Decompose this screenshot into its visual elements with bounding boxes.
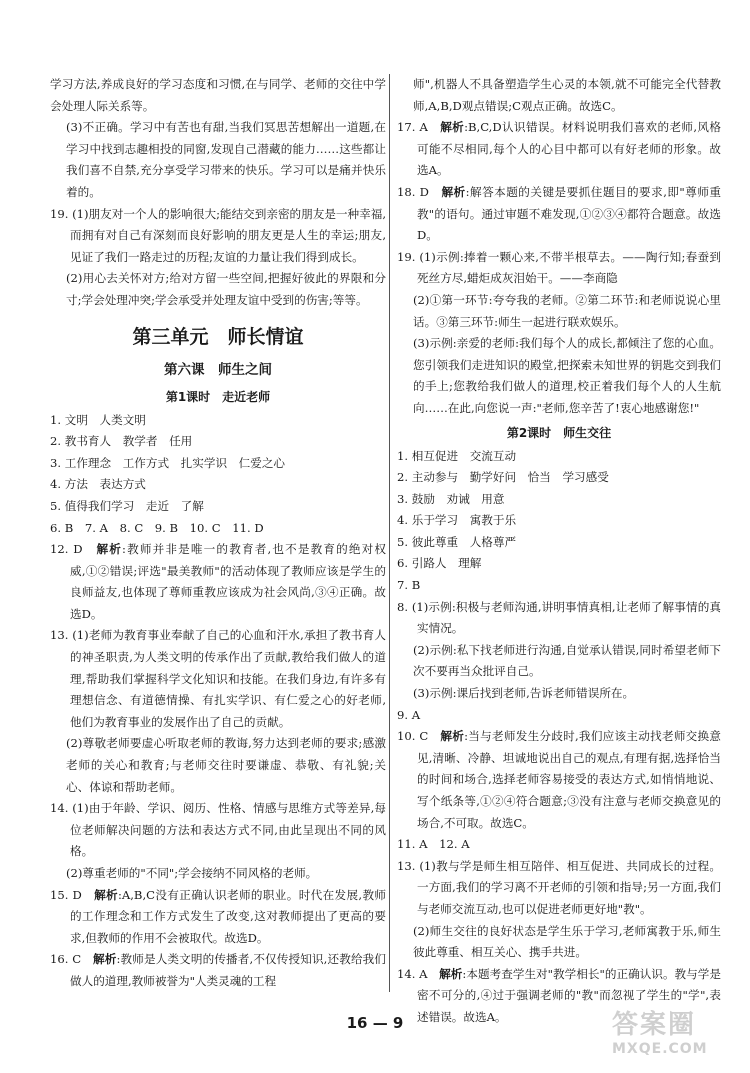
analysis-label: 解析 [94,887,118,902]
answer-item: 3. 鼓励 劝诫 用意 [397,491,505,506]
paragraph: (2)师生交往的良好状态是学生乐于学习,老师寓教于乐,师生彼此尊重、相互关心、携手共进。 [413,923,721,960]
paragraph: (3)不正确。学习中有苦也有甜,当我们冥思苦想解出一道题,在学习中找到志趣相投的同窗,发现自己潜藏的能力……这些都让我们喜不自禁,充分享受学习带来的快乐。学习可以是痛并快乐着的。 [66,120,386,199]
watermark-text: 答案圈 [612,1010,697,1040]
answer-head: 17. A [397,120,441,135]
paragraph: 师",机器人不具备塑造学生心灵的本领,就不可能完全代替教师,A,B,D观点错误;C观点正确。故选C。 [413,77,721,113]
analysis-label: 解析 [96,542,123,557]
analysis-label: 解析 [440,120,465,135]
answer-item: 3. 工作理念 工作方式 扎实学识 仁爱之心 [50,455,286,470]
answer-item: 5. 值得我们学习 走近 了解 [50,498,204,513]
answer-item: 4. 乐于学习 寓教于乐 [397,513,517,528]
answer-item: 6. 引路人 理解 [397,556,482,571]
period-title: 第2课时 师生交往 [506,425,612,440]
paragraph: (2)①第一环节:夸夸我的老师。②第二环节:和老师说说心里话。③第三环节:师生一起进行联欢娱乐。 [413,292,721,329]
answer-item: 14. (1)由于年龄、学识、阅历、性格、情感与思维方式等差异,每位老师解决问题的方法和表达方式不同,由此呈现出不同的风格。 [50,801,386,859]
answer-item: 11. A 12. A [397,837,470,852]
analysis-text: :B,C,D认识错误。材料说明我们喜欢的老师,风格可能不尽相同,每个人的心目中都可以有好老师的形象。故选A。 [417,120,721,178]
paragraph: (2)示例:私下找老师进行沟通,自觉承认错误,同时希望老师下次不要再当众批评自己。 [413,642,721,679]
answer-head: 18. D [397,184,442,199]
answer-item: 4. 方法 表达方式 [50,477,146,492]
analysis-text: :教师并非是唯一的教育者,也不是教育的绝对权威,①②错误;评选"最美教师"的活动体现了教师应该是学生的良师益友,也体现了尊师重教应该成为社会风尚,③④正确。故选D。 [70,542,386,621]
answer-item: 9. A [397,707,421,722]
answer-item [50,885,386,950]
analysis-label: 解析 [93,952,117,967]
answer-item: 13. (1)老师为教育事业奉献了自己的心血和汗水,承担了教书育人的神圣职责,为人类文明的传承作出了贡献,教给我们做人的道理,帮助我们掌握科学文化知识和技能。在我们身边,有许多有理想信念、有道德情操、有扎实学识、有仁爱之心的好老师,他们为教育事业的发展作出了自己的贡献。 [50,628,386,729]
paragraph: (2)用心去关怀对方;给对方留一些空间,把握好彼此的界限和分寸;学会处理冲突;学会承受并处理友谊中受到的伤害;等等。 [66,271,386,307]
paragraph: (2)尊重老师的"不同";学会接纳不同风格的老师。 [66,866,318,880]
watermark-logo [612,1010,738,1068]
paragraph: (3)示例:课后找到老师,告诉老师错误所在。 [413,686,635,701]
page-number: 16 — 9 [346,1014,404,1032]
answer-item [397,726,721,834]
answer-item: 2. 教书育人 教学者 任用 [50,434,193,449]
answer-item [397,117,721,182]
answer-item: 19. (1)示例:捧着一颗心来,不带半根草去。——陶行知;春蚕到死丝方尽,蜡炬成灰泪始干。——李商隐 [397,249,721,286]
analysis-label: 解析 [439,966,463,981]
answer-item: 13. (1)教与学是师生相互陪伴、相互促进、共同成长的过程。一方面,我们的学习离不开老师的引领和指导;另一方面,我们与老师交流互动,也可以促进老师更好地"教"。 [397,858,721,916]
unit-title: 第三单元 师长情谊 [132,325,304,348]
answer-item: 6. B 7. A 8. C 9. B 10. C 11. D [50,520,264,535]
answer-head: 10. C [397,729,441,744]
analysis-text: :本题考查学生对"教学相长"的正确认识。教与学是密不可分的,④过于强调老师的"教"而忽视了学生的"学",表述错误。故选A。 [417,966,722,1024]
analysis-label: 解析 [440,729,465,744]
analysis-text: :教师是人类文明的传播者,不仅传授知识,还教给我们做人的道理,教师被誉为"人类灵魂的工程 [70,952,387,988]
lesson-title: 第六课 师生之间 [164,361,272,378]
answer-item [50,539,386,625]
answer-item [397,182,721,247]
left-column [50,74,386,993]
answer-item: 19. (1)朋友对一个人的影响很大;能结交到亲密的朋友是一种幸福,而拥有对自己有深刻而良好影响的朋友更是人生的幸运;朋友,见证了我们一路走过的历程;友谊的力量让我们得到成长。 [50,206,386,264]
answer-head: 14. A [397,966,440,981]
answer-item: 1. 文明 人类文明 [50,412,146,427]
answer-item: 1. 相互促进 交流互动 [397,448,517,463]
answer-item: 5. 彼此尊重 人格尊严 [397,534,517,549]
analysis-text: :当与老师发生分歧时,我们应该主动找老师交换意见,清晰、冷静、坦诚地说出自己的观点,有理有据,选择恰当的时间和场合,选择老师容易接受的表达方式,如悄悄地说、写个纸条等,①②④符合题意;③没有注意与老师交换意见的场合,不可取。故选C。 [417,729,721,830]
analysis-text: :解答本题的关键是要抓住题目的要求,即"尊师重教"的语句。通过审题不难发现,①②③④都符合题意。故选D。 [417,184,721,243]
watermark-url: MXQE.COM [612,1041,708,1057]
period-title: 第1课时 走近老师 [165,389,271,404]
paragraph: (3)示例:亲爱的老师:我们每个人的成长,都倾注了您的心血。您引领我们走进知识的殿堂,把探索未知世界的钥匙交到我们的手上;您教给我们做人的道理,校正着我们每个人的人生航向……在此,向您说一声:"老师,您辛苦了!衷心地感谢您!" [413,336,721,415]
answer-head: 16. C [50,952,93,967]
paragraph: (2)尊敬老师要虚心听取老师的教诲,努力达到老师的要求;感激老师的关心和教育;与老师交往时要谦虚、恭敬、有礼貌;关心、体谅和帮助老师。 [66,736,386,794]
analysis-text: :A,B,C没有正确认识老师的职业。时代在发展,教师的工作理念和工作方式发生了改变,这对教师提出了更高的要求,但教师的作用不会被取代。故选D。 [70,887,386,945]
answer-item: 2. 主动参与 勤学好问 恰当 学习感受 [397,470,609,485]
answer-item [50,949,386,992]
answer-head: 15. D [50,887,95,902]
right-column [397,74,721,1029]
analysis-label: 解析 [441,184,466,199]
answer-head: 12. D [50,542,97,557]
answer-item: 7. B [397,578,421,593]
answer-item: 8. (1)示例:积极与老师沟通,讲明事情真相,让老师了解事情的真实情况。 [397,599,721,636]
paragraph: 学习方法,养成良好的学习态度和习惯,在与同学、老师的交往中学会处理人际关系等。 [50,77,386,113]
